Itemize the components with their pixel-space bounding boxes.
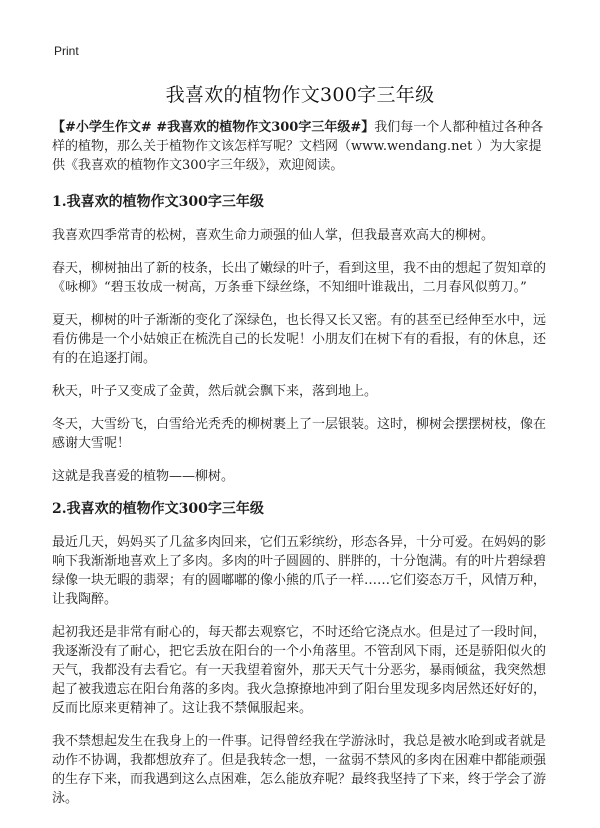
intro-text: 我们每一个人都种植过各种各样的植物，那么关于植物作文该怎样写呢？文档网（www.wendang.net ）为大家提供《我喜欢的植物作文300字三年级》，欢迎阅读。 xyxy=(52,120,544,173)
section-1 xyxy=(52,193,548,486)
print-label[interactable]: Print xyxy=(54,44,79,58)
document-body xyxy=(52,118,548,820)
paragraph: 春天，柳树抽出了新的枝条，长出了嫩绿的叶子，看到这里，我不由的想起了贺知章的《咏柳》“碧玉妆成一树高，万条垂下绿丝绦，不知细叶谁裁出，二月春风似剪刀。” xyxy=(52,261,547,295)
section-heading: 1.我喜欢的植物作文300字三年级 xyxy=(52,194,264,210)
section-2 xyxy=(52,500,548,808)
intro-paragraph xyxy=(52,118,548,175)
paragraph: 我不禁想起发生在我身上的一件事。记得曾经我在学游泳时，我总是被水呛到或者就是动作不协调，我都想放弃了。但是我转念一想，一盆弱不禁风的多肉在困难中都能顽强的生存下来，而我遇到这么点困难，怎么能放弃呢？最终我坚持了下来，终于学会了游泳。 xyxy=(52,734,547,806)
section-heading: 2.我喜欢的植物作文300字三年级 xyxy=(52,501,264,517)
paragraph: 我喜欢四季常青的松树，喜欢生命力顽强的仙人掌，但我最喜欢高大的柳树。 xyxy=(52,228,495,243)
paragraph: 起初我还是非常有耐心的，每天都去观察它，不时还给它浇点水。但是过了一段时间，我逐渐没有了耐心，把它丢放在阳台的一个小角落里。不管刮风下雨，还是骄阳似火的天气，我都没有去看它。有一天我望着窗外，那天天气十分恶劣，暴雨倾盆，我突然想起了被我遗忘在阳台角落的多肉。我火急撩撩地冲到了阳台里发现多肉居然还好好的，反而比原来更精神了。这让我不禁佩服起来。 xyxy=(52,625,547,716)
page-title: 我喜欢的植物作文300字三年级 xyxy=(165,84,435,106)
intro-tags: 【#小学生作文# #我喜欢的植物作文300字三年级#】 xyxy=(52,120,375,135)
paragraph: 这就是我喜爱的植物——柳树。 xyxy=(52,469,235,484)
paragraph: 秋天，叶子又变成了金黄，然后就会飘下来，落到地上。 xyxy=(52,384,378,399)
paragraph: 冬天，大雪纷飞，白雪给光秃秃的柳树裹上了一层银装。这时，柳树会摆摆树枝，像在感谢大雪呢！ xyxy=(52,417,547,451)
paragraph: 最近几天，妈妈买了几盆多肉回来，它们五彩缤纷，形态各异，十分可爱。在妈妈的影响下我渐渐地喜欢上了多肉。多肉的叶子圆圆的、胖胖的，十分饱满。有的叶片碧绿碧绿像一块无暇的翡翠；有的圆嘟嘟的像小熊的爪子一样……它们姿态万千，风情万种，让我陶醉。 xyxy=(52,535,547,607)
paragraph: 夏天，柳树的叶子渐渐的变化了深绿色，也长得又长又密。有的甚至已经伸至水中，远看仿佛是一个小姑娘正在梳洗自己的长发呢！小朋友们在树下有的看报，有的休息，还有的在追逐打闹。 xyxy=(52,313,547,366)
